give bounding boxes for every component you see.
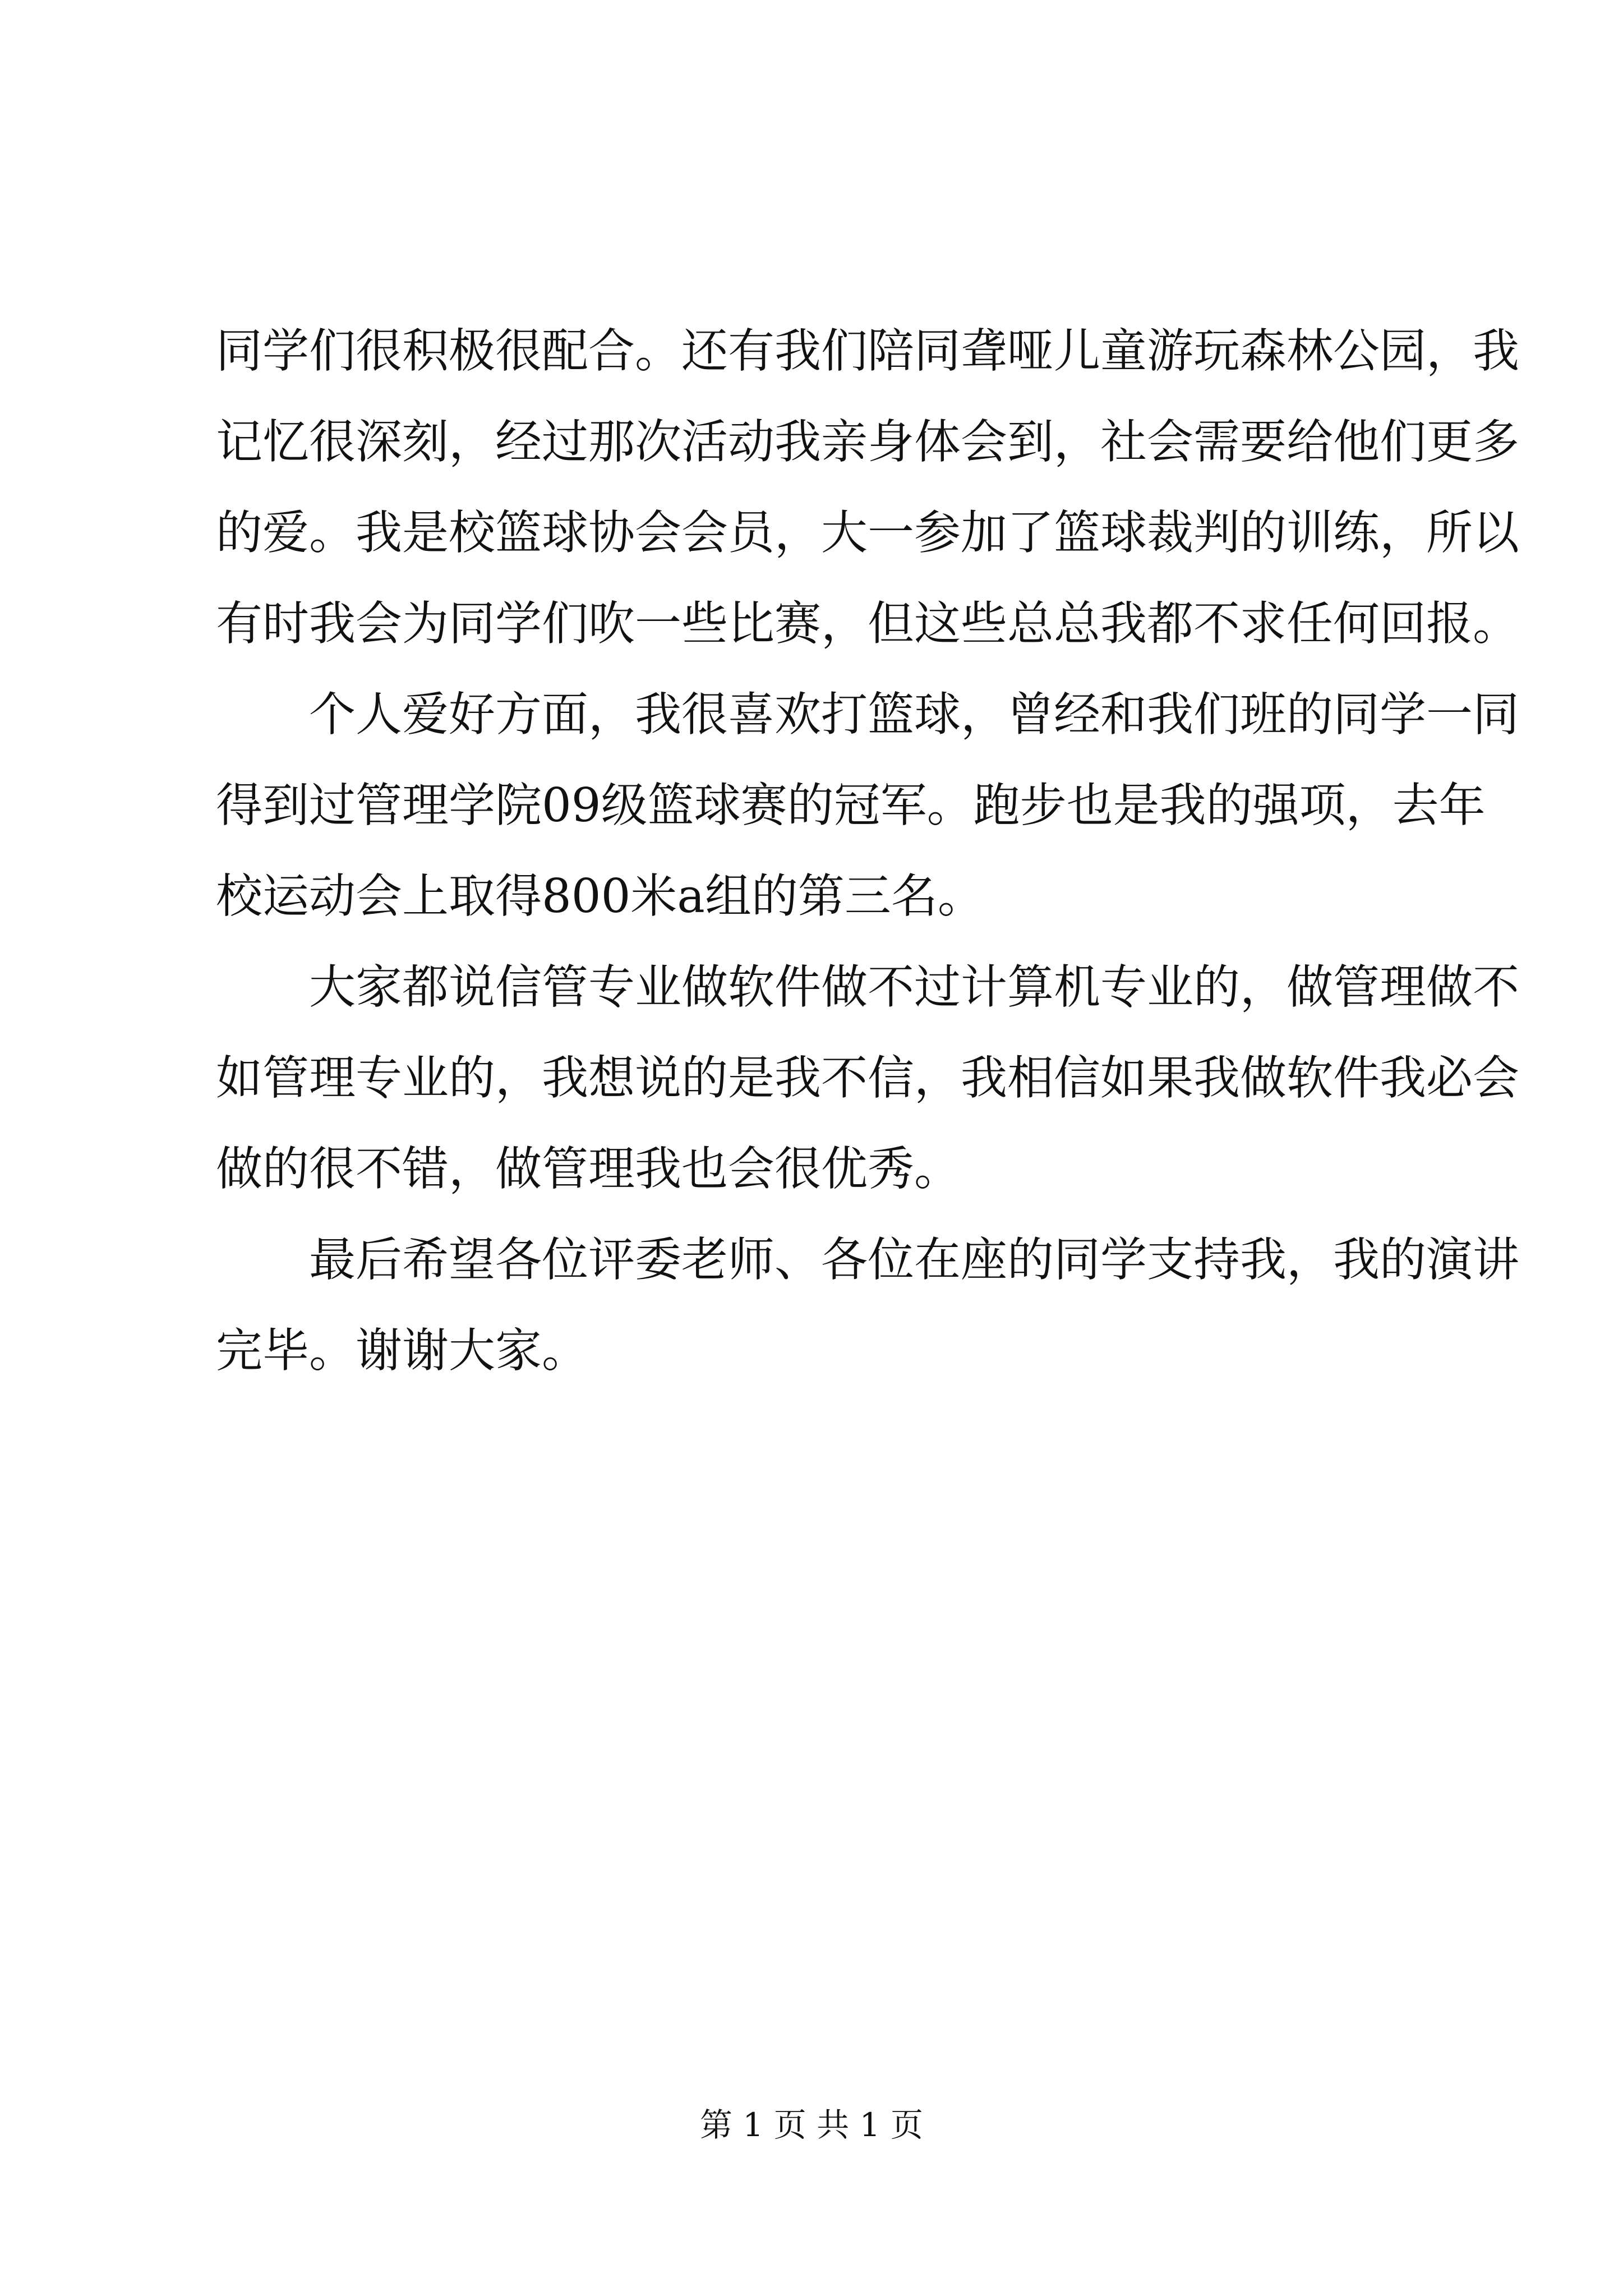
document-body — [216, 306, 1519, 1396]
paragraph-line: 校运动会上取得800米a组的第三名。 — [216, 869, 984, 923]
paragraph-line: 同学们很积极很配合。还有我们陪同聋哑儿童游玩森林公园，我 — [216, 324, 1519, 378]
paragraph-line: 有时我会为同学们吹一些比赛，但这些总总我都不求任何回报。 — [216, 596, 1519, 651]
paragraph-4 — [216, 1214, 1519, 1396]
paragraph-line: 的爱。我是校篮球协会会员，大一参加了篮球裁判的训练，所以 — [216, 505, 1519, 560]
paragraph-line: 记忆很深刻，经过那次活动我亲身体会到，社会需要给他们更多 — [216, 415, 1519, 469]
paragraph-line: 大家都说信管专业做软件做不过计算机专业的，做管理做不 — [309, 960, 1519, 1014]
paragraph-1 — [216, 306, 1519, 669]
paragraph-line: 如管理专业的，我想说的是我不信，我相信如果我做软件我必会 — [216, 1051, 1519, 1105]
paragraph-line: 做的很不错，做管理我也会很优秀。 — [216, 1142, 961, 1196]
paragraph-3 — [216, 942, 1519, 1214]
page-number-footer: 第 1 页 共 1 页 — [700, 2106, 923, 2144]
paragraph-line: 完毕。谢谢大家。 — [216, 1323, 588, 1378]
paragraph-line: 最后希望各位评委老师、各位在座的同学支持我，我的演讲 — [309, 1232, 1519, 1287]
paragraph-line: 个人爱好方面，我很喜欢打篮球，曾经和我们班的同学一同 — [309, 687, 1519, 742]
paragraph-2 — [216, 669, 1519, 942]
paragraph-line: 得到过管理学院09级篮球赛的冠军。跑步也是我的强项，去年 — [216, 778, 1486, 832]
